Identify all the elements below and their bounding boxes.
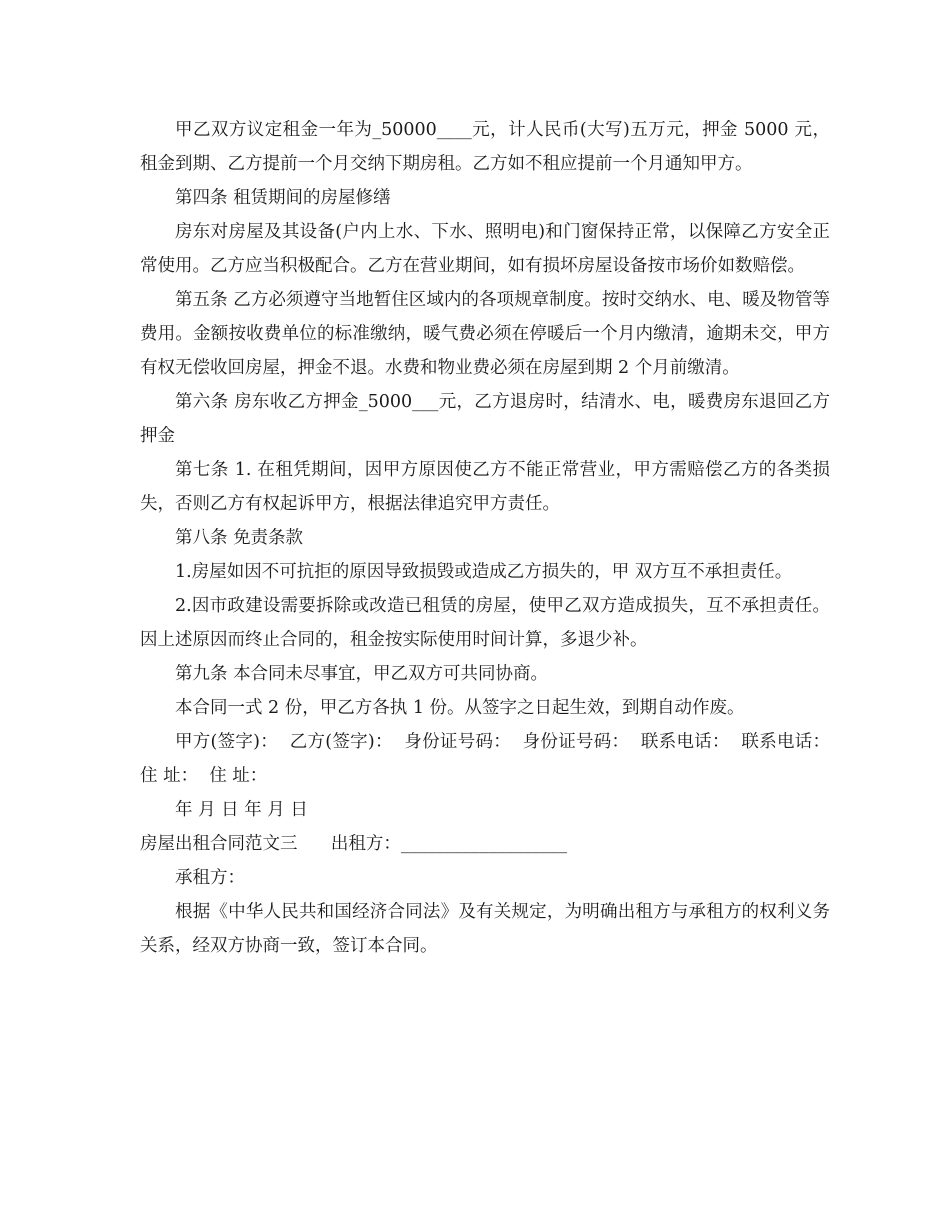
article-9-paragraph: 第九条 本合同未尽事宜，甲乙双方可共同协商。 xyxy=(175,664,549,684)
article-4-heading: 第四条 租赁期间的房屋修缮 xyxy=(175,188,391,208)
sample-3-title-lessor: 房屋出租合同范文三 出租方：___________________ xyxy=(140,834,568,854)
paragraph-rent-deposit: 甲乙双方议定租金一年为_50000____元，计人民币(大写)五万元，押金 5000 元，租金到期、乙方提前一个月交纳下期房租。乙方如不租应提前一个月通知甲方。 xyxy=(140,120,830,174)
exemption-item-1: 1.房屋如因不可抗拒的原因导致损毁或造成乙方损失的，甲 双方互不承担责任。 xyxy=(175,562,793,582)
preamble-paragraph: 根据《中华人民共和国经济合同法》及有关规定，为明确出租方与承租方的权利义务关系，经双方协商一致，签订本合同。 xyxy=(140,902,830,956)
date-fields: 年 月 日 年 月 日 xyxy=(175,800,308,820)
article-6-paragraph: 第六条 房东收乙方押金_5000___元，乙方退房时，结清水、电，暖费房东退回乙方押金 xyxy=(140,392,830,446)
document-page xyxy=(140,113,842,963)
article-7-paragraph: 第七条 1. 在租凭期间，因甲方原因使乙方不能正常营业，甲方需赔偿乙方的各类损失，否则乙方有权起诉甲方，根据法律追究甲方责任。 xyxy=(140,460,830,514)
lessee-label: 承租方： xyxy=(175,868,245,888)
copies-paragraph: 本合同一式 2 份，甲乙方各执 1 份。从签字之日起生效，到期自动作废。 xyxy=(175,698,745,718)
article-5-paragraph: 第五条 乙方必须遵守当地暂住区域内的各项规章制度。按时交纳水、电、暖及物管等费用。金额按收费单位的标准缴纳，暖气费必须在停暖后一个月内缴清，逾期未交，甲方有权无偿收回房屋，押金不退。水费和物业费必须在房屋到期 2 个月前缴清。 xyxy=(140,290,830,378)
paragraph-repairs: 房东对房屋及其设备(户内上水、下水、照明电)和门窗保持正常，以保障乙方安全正常使用。乙方应当积极配合。乙方在营业期间，如有损坏房屋设备按市场价如数赔偿。 xyxy=(140,222,830,276)
article-8-heading: 第八条 免责条款 xyxy=(175,528,304,548)
signature-fields: 甲方(签字)： 乙方(签字)： 身份证号码： 身份证号码： 联系电话： 联系电话： 住 址： 住 址： xyxy=(140,732,842,786)
exemption-item-2: 2.因市政建设需要拆除或改造已租赁的房屋，使甲乙双方造成损失，互不承担责任。因上述原因而终止合同的，租金按实际使用时间计算，多退少补。 xyxy=(140,596,830,650)
